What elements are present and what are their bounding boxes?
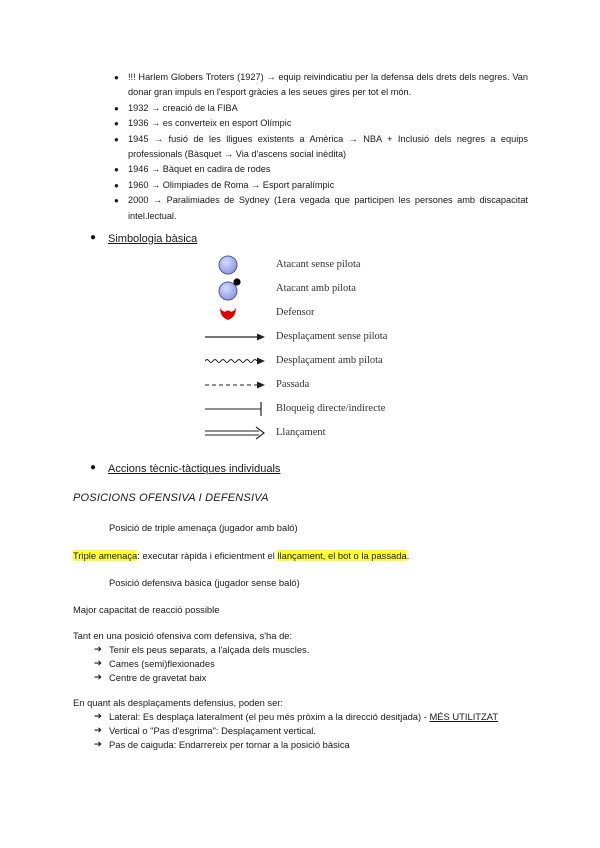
history-item: ● 2000 → Paralimiades de Sydney (1era vegada que participen les persones amb discapacitat intel.lectual. [114, 195, 528, 221]
legend-row [205, 398, 445, 422]
bullet-icon: ● [114, 73, 119, 82]
legend-label: Bloqueig directe/indirecte [276, 403, 386, 414]
history-item: ● 1936 → es converteix en esport Olímpic [128, 116, 528, 131]
positions-title: POSICIONS OFENSIVA I DEFENSIVA [73, 492, 269, 504]
attacker-with-ball-icon [205, 278, 267, 302]
legend-row [205, 254, 445, 278]
arrow-wavy-icon [205, 350, 267, 374]
history-list [114, 70, 528, 224]
arrow-right-icon: ➔ [94, 658, 102, 669]
triple-threat-definition: Triple amenaça: executar ràpida i eficientment el llançament, el bot o la passada. [73, 550, 410, 561]
stance-list [94, 644, 310, 686]
legend-label: Passada [276, 379, 310, 390]
reaction-text: Major capacitat de reacció possible [73, 604, 220, 615]
section-title: Accions tècnic-tàctiques individuals [108, 463, 281, 475]
legend-row [205, 422, 445, 446]
bullet-icon: ● [114, 119, 119, 129]
history-item: ● 1932 → creació de la FIBA [128, 101, 528, 116]
legend-label: Llançament [276, 427, 326, 438]
bullet-icon: ● [114, 103, 119, 113]
arrow-right-icon: ➔ [94, 644, 102, 655]
bullet-icon: ● [90, 462, 97, 473]
arrow-right-icon: ➔ [94, 672, 102, 683]
list-item: ➔ Lateral: Es desplaça lateralment (el peu més pròxim a la direcció desitjada) - MÉS UTILITZAT [94, 711, 499, 722]
legend-label: Defensor [276, 307, 315, 318]
bullet-icon: ● [114, 180, 119, 190]
arrow-right-icon: ➔ [94, 725, 102, 736]
history-item: ● 1946 → Bàquet en cadira de rodes [128, 162, 528, 177]
attacker-circle-icon [205, 254, 267, 278]
bullet-icon: ● [90, 232, 97, 243]
arrow-right-icon: ➔ [94, 711, 102, 722]
bullet-icon: ● [114, 196, 119, 206]
legend-label: Desplaçament sense pilota [276, 331, 388, 342]
history-item: ● 1960 → Olimpiades de Roma → Esport paralímpic [128, 178, 528, 193]
list-item: ➔ Centre de gravetat baix [94, 672, 207, 683]
defender-icon [205, 302, 267, 326]
legend-label: Desplaçament amb pilota [276, 355, 383, 366]
highlighted-actions: llançament, el bot o la passada [277, 550, 407, 561]
moves-intro: En quant als desplaçaments defensius, poden ser: [73, 697, 284, 708]
stance-intro: Tant en una posició ofensiva com defensiva, s'ha de: [73, 630, 293, 641]
legend-row [205, 302, 445, 326]
legend-row [205, 374, 445, 398]
arrow-straight-icon [205, 326, 267, 350]
bullet-icon: ● [114, 134, 119, 144]
arrow-dashed-icon [205, 374, 267, 398]
arrow-right-icon: ➔ [94, 739, 102, 750]
legend-row [205, 278, 445, 302]
triple-threat-heading: Posició de triple amenaça (jugador amb baló) [109, 522, 298, 533]
screen-line-icon [205, 398, 267, 422]
legend-row [205, 326, 445, 350]
bullet-icon: ● [114, 165, 119, 175]
legend-label: Atacant sense pilota [276, 259, 361, 270]
highlighted-term: Triple amenaça [73, 550, 138, 561]
list-item: ➔ Cames (semi)flexionades [94, 658, 215, 669]
list-item: ➔ Tenir els peus separats, a l'alçada dels muscles. [94, 644, 310, 655]
most-used-emphasis: MÉS UTILITZAT [429, 711, 499, 722]
history-item: ● 1945 → fusió de les lligues existents a Amèrica → NBA + Inclusió dels negres a equips professionals (Bàsquet → Via d'ascens social inèdita) [114, 133, 528, 160]
moves-list [94, 711, 499, 753]
arrow-double-icon [205, 422, 267, 446]
list-item: ➔ Pas de caiguda: Endarrereix per tornar a la posició bàsica [94, 739, 350, 750]
history-item: ● !!! Harlem Globers Troters (1927) → equip reivindicatiu per la defensa dels drets dels negres. Van donar gran impuls en l'esport gràcies a les seues gires per tot el món. [114, 72, 528, 98]
defensive-heading: Posició defensiva bàsica (jugador sense baló) [109, 577, 300, 588]
section-title: Simbologia bàsica [108, 233, 198, 245]
list-item: ➔ Vertical o "Pas d'esgrima": Desplaçament vertical. [94, 725, 316, 736]
legend-label: Atacant amb pilota [276, 283, 356, 294]
legend-row [205, 350, 445, 374]
